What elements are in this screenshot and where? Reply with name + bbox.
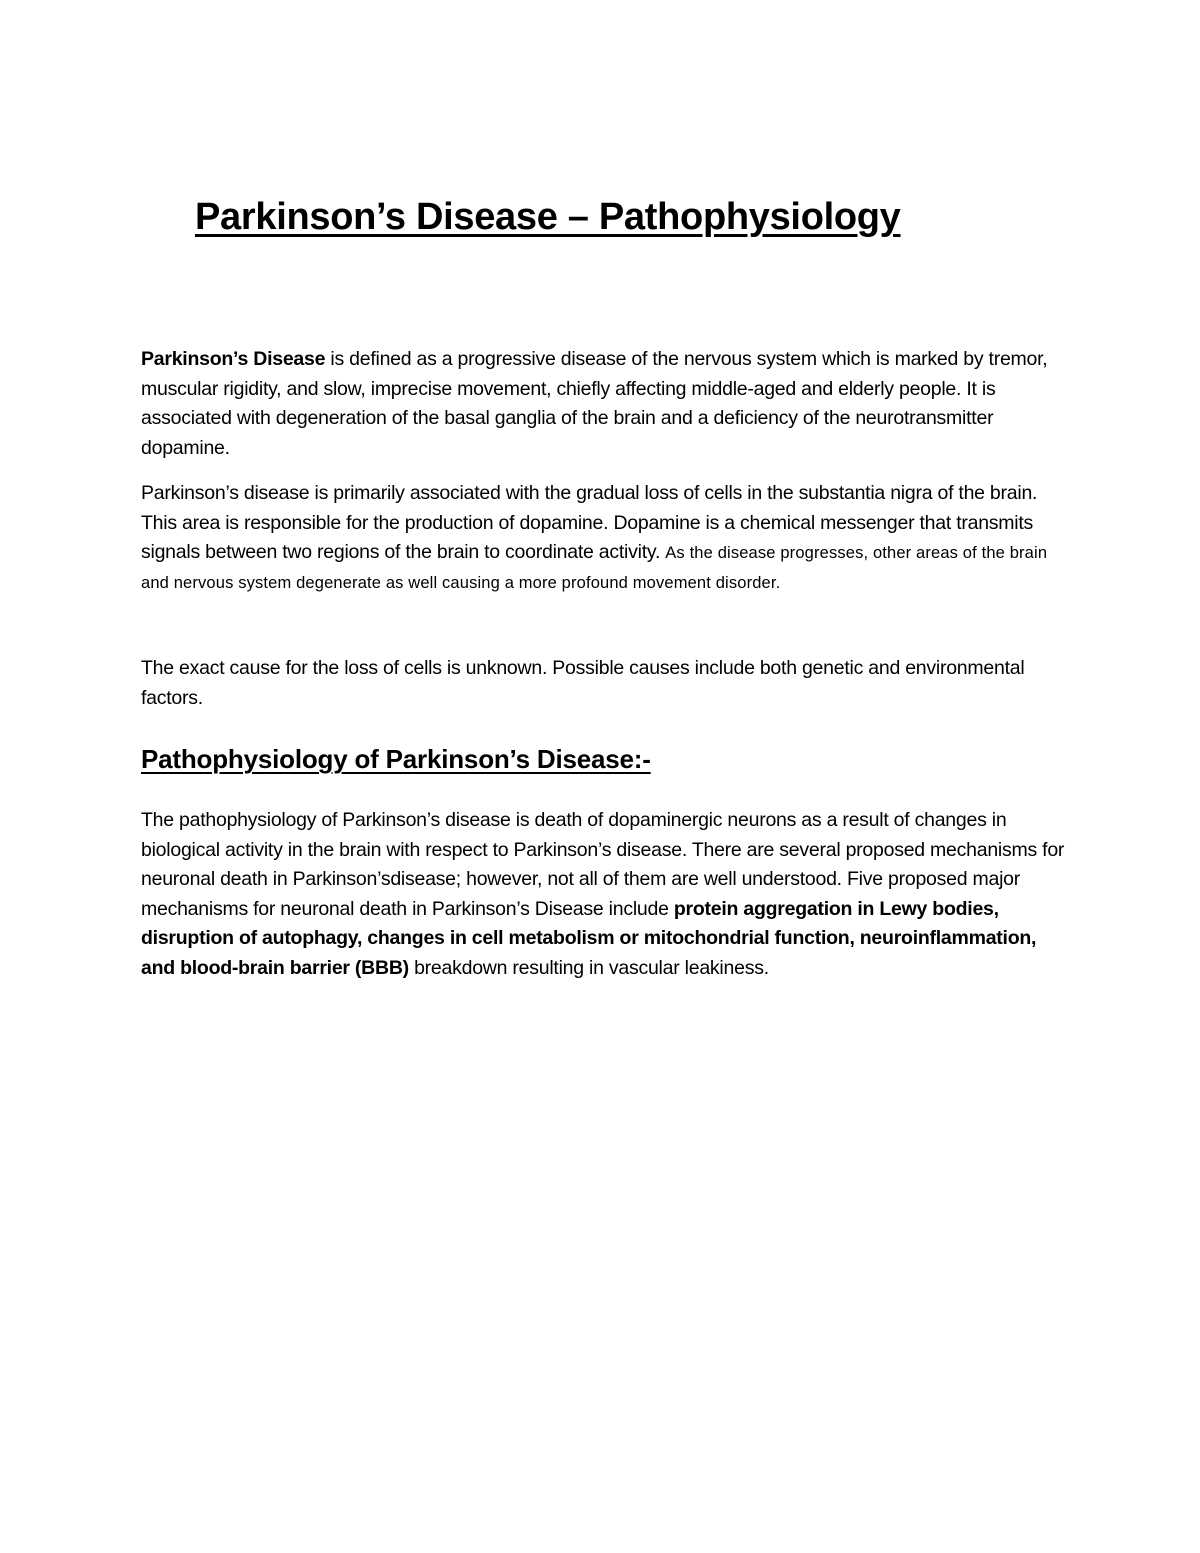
defined-term: Parkinson’s Disease [141, 348, 326, 370]
cause-small-text: As the disease progresses, other areas of the brain and nervous system degenerate as well causing a more profound movement disorder. [141, 544, 1048, 592]
unknown-cause-paragraph [141, 654, 1071, 713]
unknown-cause-text: The exact cause for the loss of cells is unknown. Possible causes include both genetic and environmental factors. [141, 657, 1025, 709]
section-heading: Pathophysiology of Parkinson’s Disease:- [141, 744, 651, 774]
page-title: Parkinson’s Disease – Pathophysiology [195, 196, 901, 238]
pathophysiology-outro: breakdown resulting in vascular leakiness. [408, 956, 769, 979]
definition-text: is defined as a progressive disease of the nervous system which is marked by tremor, muscular rigidity, and slow, imprecise movement, chiefly affecting middle-aged and elderly people. It is associated with degeneration of the basal ganglia of the brain and a deficiency of the neurotransmitter dopamine. [141, 348, 1048, 459]
mechanisms-list: protein aggregation in Lewy bodies, disruption of autophagy, changes in cell metabolism or mitochondrial function, neuroinflammation, and blood-brain barrier (BBB) [141, 897, 1037, 979]
pathophysiology-paragraph [141, 806, 1071, 983]
cause-paragraph [141, 479, 1071, 598]
cause-main-text: Parkinson’s disease is primarily associated with the gradual loss of cells in the substantia nigra of the brain. This area is responsible for the production of dopamine. Dopamine is a chemical messenger that transmits signals between two regions of the brain to coordinate activity. [141, 482, 1038, 563]
definition-paragraph [141, 345, 1071, 463]
pathophysiology-intro: The pathophysiology of Parkinson’s disease is death of dopaminergic neurons as a result of changes in biological activity in the brain with respect to Parkinson’s disease. There are several proposed mechanisms for neuronal death in Parkinson’sdisease; however, not all of them are well understood. Five proposed major mechanisms for neuronal death in Parkinson’s Disease include [141, 809, 1065, 920]
